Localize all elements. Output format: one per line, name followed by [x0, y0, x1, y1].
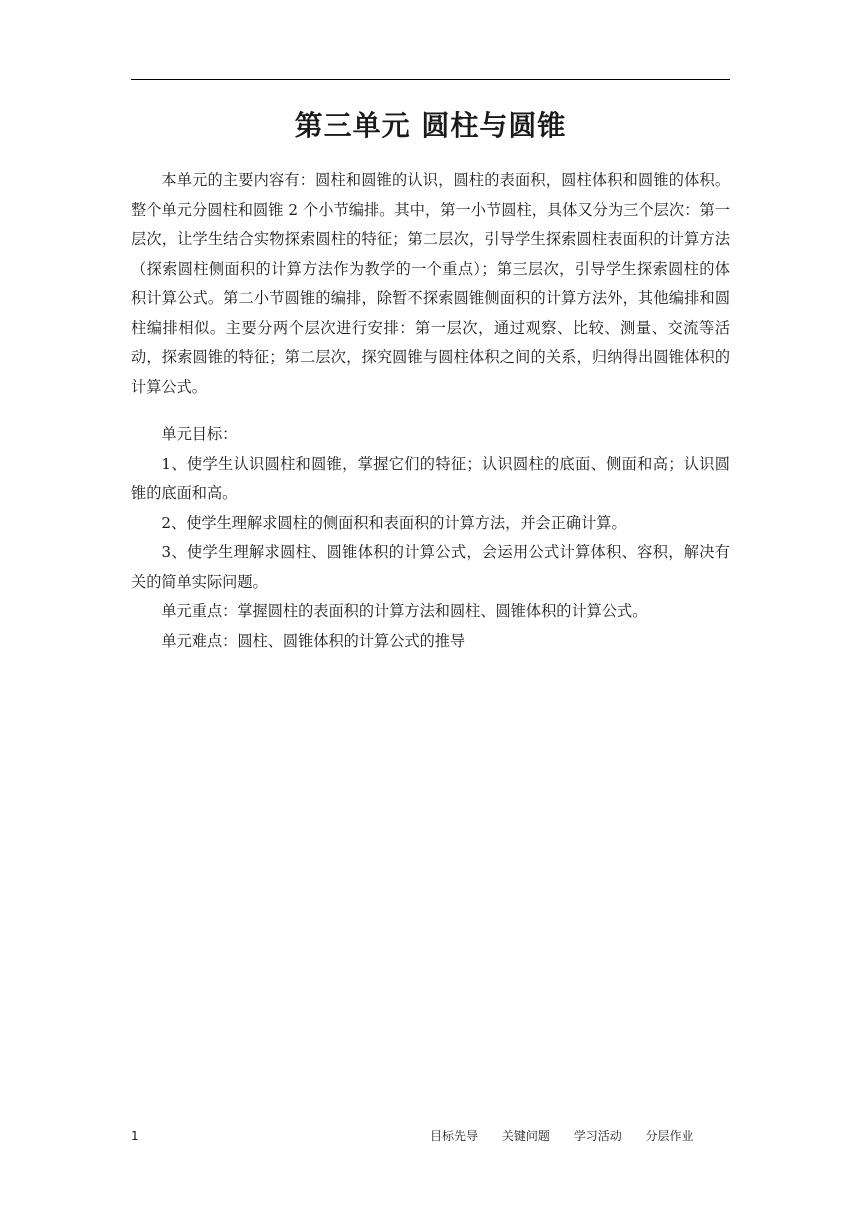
page-title: 第三单元 圆柱与圆锥 — [294, 109, 567, 142]
difficulty-paragraph: 单元难点：圆柱、圆锥体积的计算公式的推导 — [161, 631, 466, 650]
page-footer — [131, 1126, 730, 1146]
goals-heading: 单元目标： — [161, 425, 238, 443]
intro-paragraph: 本单元的主要内容有：圆柱和圆锥的认识，圆柱的表面积，圆柱体积和圆锥的体积。整个单元分圆柱和圆锥 2 个小节编排。其中，第一小节圆柱，具体又分为三个层次：第一层次，让学生结合实物探索圆柱的特征；第二层次，引导学生探索圆柱表面积的计算方法（探索圆柱侧面积的计算方法作为教学的一个重点）；第三层次，引导学生探索圆柱的体积计算公式。第二小节圆锥的编排，除暂不探索圆锥侧面积的计算方法外，其他编排和圆柱编排相似。主要分两个层次进行安排：第一层次，通过观察、比较、测量、交流等活动，探索圆锥的特征；第二层次，探究圆锥与圆柱体积之间的关系，归纳得出圆锥体积的计算公式。 — [131, 171, 730, 396]
footer-link-activities: 学习活动 — [573, 1129, 622, 1143]
goal-item-2: 2、使学生理解求圆柱的侧面积和表面积的计算方法，并会正确计算。 — [161, 513, 627, 532]
footer-link-goals: 目标先导 — [430, 1129, 479, 1143]
goal-item-1: 1、使学生认识圆柱和圆锥，掌握它们的特征；认识圆柱的底面、侧面和高；认识圆锥的底面和高。 — [131, 454, 730, 502]
footer-link-homework: 分层作业 — [645, 1129, 694, 1143]
header-rule — [131, 79, 730, 80]
document-body — [131, 166, 730, 656]
page-number: 1 — [131, 1129, 139, 1143]
goal-item-3: 3、使学生理解求圆柱、圆锥体积的计算公式，会运用公式计算体积、容积，解决有关的简单实际问题。 — [131, 543, 730, 591]
key-point-paragraph: 单元重点：掌握圆柱的表面积的计算方法和圆柱、圆锥体积的计算公式。 — [161, 602, 648, 620]
footer-nav — [430, 1126, 694, 1146]
footer-link-key-questions: 关键问题 — [501, 1129, 550, 1143]
